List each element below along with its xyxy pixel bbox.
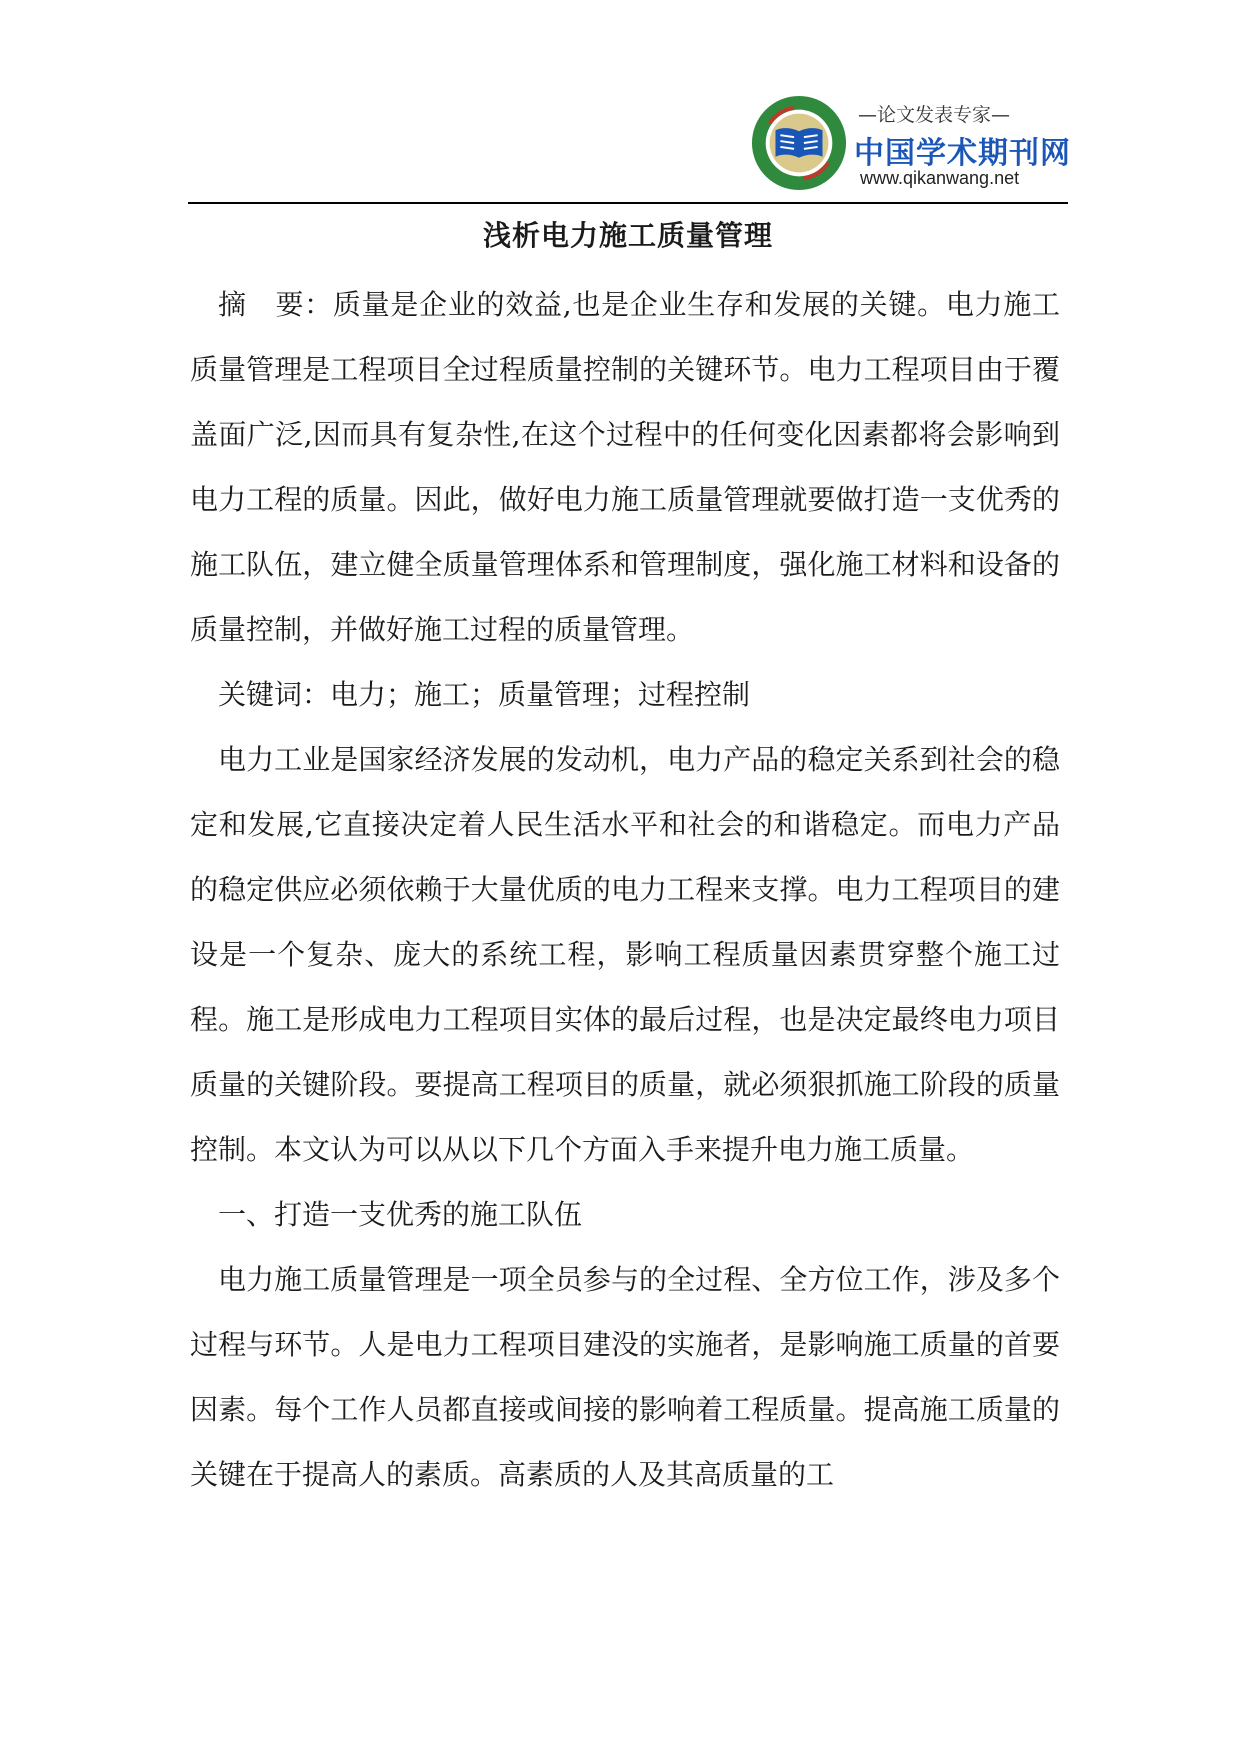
logo-website: www.qikanwang.net	[860, 168, 1020, 188]
section-heading: 一、打造一支优秀的施工队伍	[218, 1198, 583, 1231]
book-seal-icon	[750, 94, 848, 192]
document-body	[190, 272, 1060, 1507]
abstract-paragraph: 摘 要：质量是企业的效益,也是企业生存和发展的关键。电力施工质量管理是工程项目全过程质量控制的关键环节。电力工程项目由于覆盖面广泛,因而具有复杂性,在这个过程中的任何变化因素都将会影响到电力工程的质量。因此，做好电力施工质量管理就要做打造一支优秀的施工队伍，建立健全质量管理体系和管理制度，强化施工材料和设备的质量控制，并做好施工过程的质量管理。	[190, 288, 1060, 646]
keywords-paragraph: 关键词：电力；施工；质量管理；过程控制	[218, 678, 751, 711]
header-divider	[188, 202, 1068, 204]
document-title: 浅析电力施工质量管理	[482, 219, 773, 252]
page-header	[188, 90, 1071, 202]
logo-brand-name: 中国学术期刊网	[854, 136, 1071, 171]
intro-paragraph: 电力工业是国家经济发展的发动机，电力产品的稳定关系到社会的稳定和发展,它直接决定着人民生活水平和社会的和谐稳定。而电力产品的稳定供应必须依赖于大量优质的电力工程来支撑。电力工程项目的建设是一个复杂、庞大的系统工程，影响工程质量因素贯穿整个施工过程。施工是形成电力工程项目实体的最后过程，也是决定最终电力项目质量的关键阶段。要提高工程项目的质量，就必须狠抓施工阶段的质量控制。本文认为可以从以下几个方面入手来提升电力施工质量。	[190, 743, 1060, 1166]
publisher-logo	[750, 90, 1071, 196]
logo-slogan: —论文发表专家—	[858, 104, 1011, 126]
section-paragraph: 电力施工质量管理是一项全员参与的全过程、全方位工作，涉及多个过程与环节。人是电力工程项目建没的实施者，是影响施工质量的首要因素。每个工作人员都直接或间接的影响着工程质量。提高施工质量的关键在于提高人的素质。高素质的人及其高质量的工	[190, 1263, 1060, 1491]
